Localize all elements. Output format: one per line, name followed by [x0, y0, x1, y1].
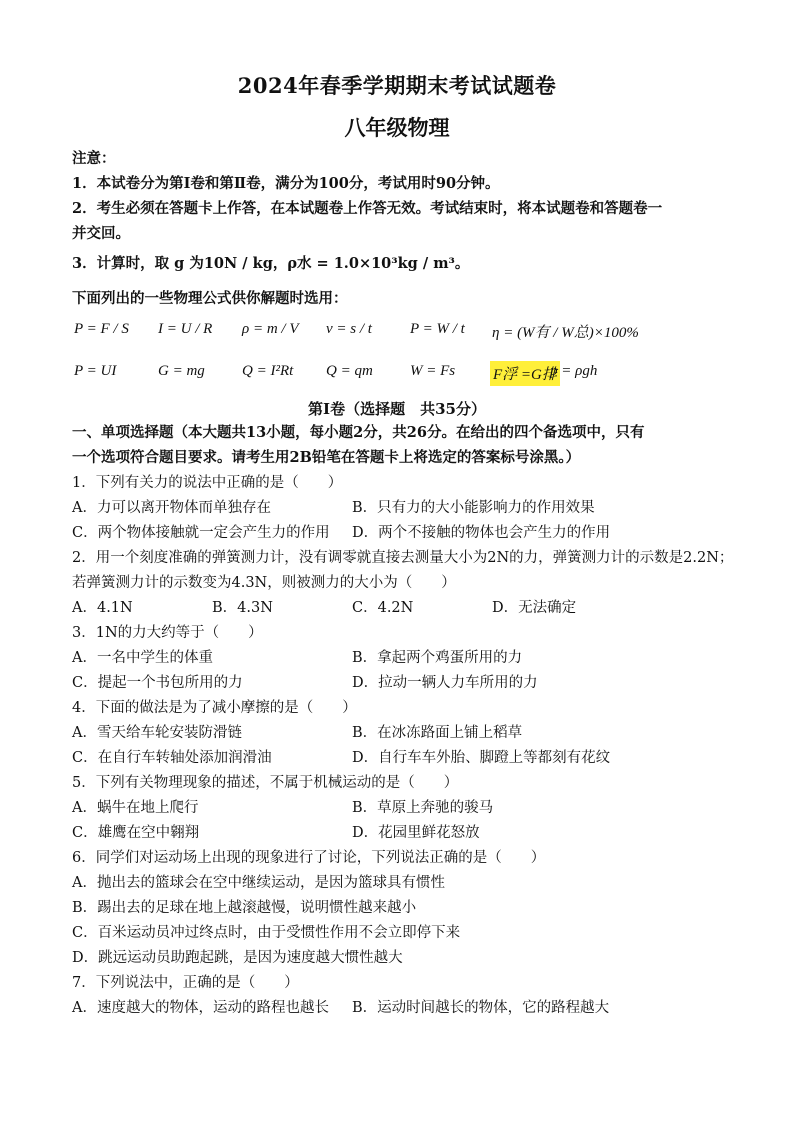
option-d: D．两个不接触的物体也会产生力的作用: [352, 525, 611, 541]
formula-efficiency: η = (W有 / W总)×100%: [492, 325, 639, 341]
option-a: A．蜗牛在地上爬行: [72, 800, 199, 816]
question-stem: 7．下列说法中，正确的是（ ）: [72, 975, 299, 991]
notice-item-2: 2．考生必须在答题卡上作答，在本试题卷上作答无效。考试结束时，将本试题卷和答题卷一: [72, 200, 663, 217]
formula-gravity: G = mg: [158, 363, 205, 379]
notice-heading: 注意：: [72, 150, 116, 167]
page-title: 2024年春季学期期末考试试题卷: [237, 73, 557, 98]
option-c: C．百米运动员冲过终点时，由于受惯性作用不会立即停下来: [72, 925, 461, 941]
formula-work: W = Fs: [410, 363, 456, 379]
option-a: A．速度越大的物体，运动的路程也越长: [72, 1000, 329, 1016]
section-title: 第Ⅰ卷（选择题 共35分）: [308, 400, 486, 418]
formula-density: ρ = m / V: [242, 321, 299, 337]
question-stem: 1．下列有关力的说法中正确的是（ ）: [72, 475, 343, 491]
option-c: C．4.2N: [352, 600, 414, 616]
option-d: D．花园里鲜花怒放: [352, 825, 480, 841]
option-d: D．跳远运动员助跑起跳，是因为速度越大惯性越大: [72, 950, 403, 966]
option-c: C．在自行车转轴处添加润滑油: [72, 750, 272, 766]
option-b: B．4.3N: [212, 600, 273, 616]
question-stem: 5．下列有关物理现象的描述，不属于机械运动的是（ ）: [72, 775, 459, 791]
formula-intro: 下面列出的一些物理公式供你解题时选用：: [72, 290, 348, 307]
formula-liquid-pressure: p = ρgh: [550, 363, 598, 379]
option-a: A．4.1N: [72, 600, 133, 616]
part-instructions-2: 一个选项符合题目要求。请考生用2B铅笔在答题卡上将选定的答案标号涂黑。）: [72, 449, 581, 466]
question-stem: 4．下面的做法是为了减小摩擦的是（ ）: [72, 700, 357, 716]
option-b: B．草原上奔驰的骏马: [352, 800, 494, 816]
page-subtitle: 八年级物理: [344, 115, 450, 140]
question-stem: 2．用一个刻度准确的弹簧测力计，没有调零就直接去测量大小为2N的力，弹簧测力计的示数是2.2N；: [72, 550, 734, 566]
option-a: A．雪天给车轮安装防滑链: [72, 725, 242, 741]
option-b: B．在冰冻路面上铺上稻草: [352, 725, 523, 741]
formula-power: P = W / t: [410, 321, 465, 337]
formula-electric-power: P = UI: [74, 363, 117, 379]
option-a: A．抛出去的篮球会在空中继续运动，是因为篮球具有惯性: [72, 875, 445, 891]
question-stem: 6．同学们对运动场上出现的现象进行了讨论，下列说法正确的是（ ）: [72, 850, 546, 866]
option-a: A．一名中学生的体重: [72, 650, 213, 666]
formula-pressure: P = F / S: [74, 321, 129, 337]
option-c: C．提起一个书包所用的力: [72, 675, 243, 691]
formula-buoyancy: F浮 =G排: [490, 361, 560, 386]
option-c: C．雄鹰在空中翱翔: [72, 825, 200, 841]
notice-item-1: 1．本试卷分为第Ⅰ卷和第Ⅱ卷，满分为100分，考试用时90分钟。: [72, 175, 500, 192]
option-b: B．运动时间越长的物体，它的路程越大: [352, 1000, 610, 1016]
part-instructions-1: 一、单项选择题（本大题共13小题，每小题2分，共26分。在给出的四个备选项中，只有: [72, 424, 645, 441]
option-d: D．自行车车外胎、脚蹬上等都刻有花纹: [352, 750, 611, 766]
formula-ohm: I = U / R: [158, 321, 213, 337]
option-a: A．力可以离开物体而单独存在: [72, 500, 271, 516]
option-b: B．只有力的大小能影响力的作用效果: [352, 500, 595, 516]
option-c: C．两个物体接触就一定会产生力的作用: [72, 525, 330, 541]
notice-item-2-cont: 并交回。: [72, 225, 130, 242]
option-b: B．拿起两个鸡蛋所用的力: [352, 650, 523, 666]
notice-item-3: 3．计算时，取 g 为10N / kg，ρ水 = 1.0×10³kg / m³。: [72, 255, 470, 272]
question-stem-cont: 若弹簧测力计的示数变为4.3N，则被测力的大小为（ ）: [72, 575, 456, 591]
formula-fuel-heat: Q = qm: [326, 363, 373, 379]
formula-speed: v = s / t: [326, 321, 372, 337]
option-d: D．拉动一辆人力车所用的力: [352, 675, 538, 691]
formula-joule-heat: Q = I²Rt: [242, 363, 294, 379]
question-stem: 3．1N的力大约等于（ ）: [72, 625, 263, 641]
option-b: B．踢出去的足球在地上越滚越慢，说明惯性越来越小: [72, 900, 417, 916]
option-d: D．无法确定: [492, 600, 577, 616]
